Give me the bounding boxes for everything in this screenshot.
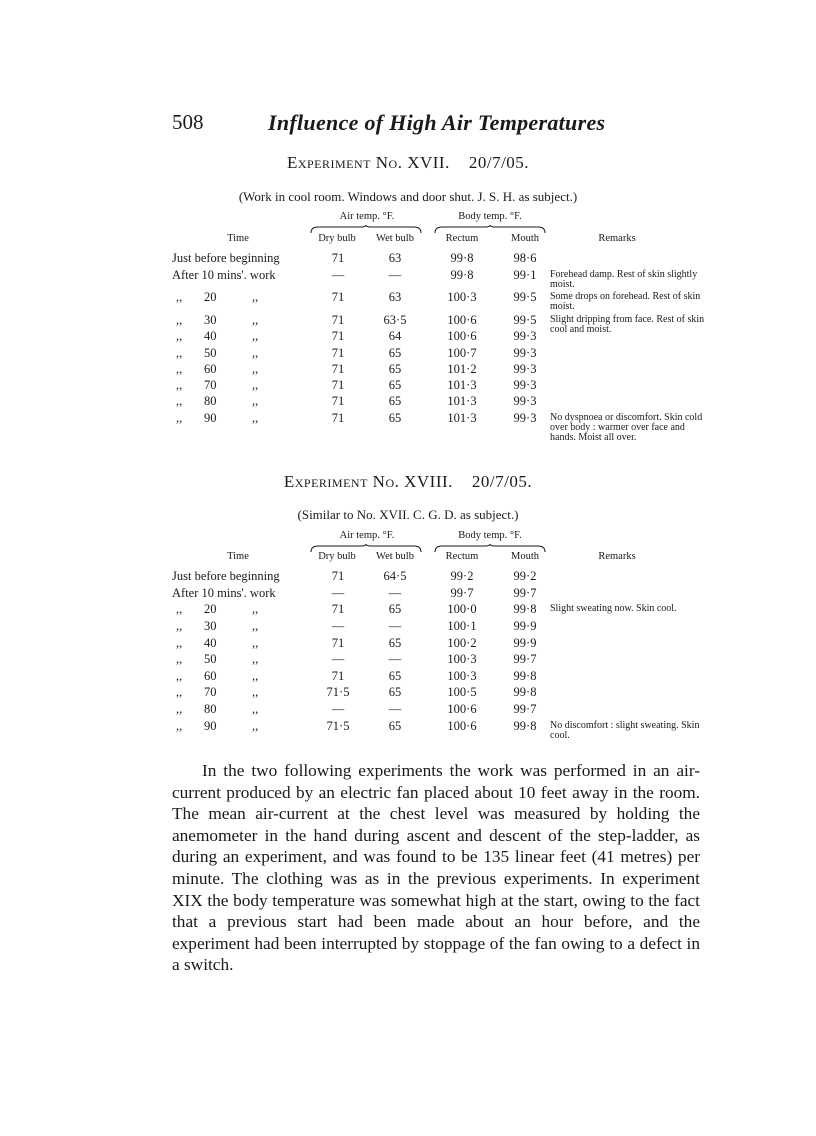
body-temp-brace xyxy=(434,222,546,232)
dry-bulb-cell: 71 xyxy=(331,362,345,376)
mouth-cell: 99·8 xyxy=(513,685,537,699)
column-mouth: Mouth xyxy=(510,233,539,244)
dry-bulb-cell: — xyxy=(331,702,345,716)
rectum-cell: 101·3 xyxy=(447,411,477,425)
dry-bulb-cell: 71 xyxy=(331,290,345,304)
wet-bulb-cell: 65 xyxy=(388,636,402,650)
wet-bulb-cell: — xyxy=(388,702,402,716)
rectum-cell: 101·3 xyxy=(447,378,477,392)
dry-bulb-cell: — xyxy=(331,619,345,633)
ditto-mark: ,, xyxy=(252,346,259,360)
air-temp-brace xyxy=(310,222,422,232)
ditto-mark: ,, xyxy=(176,411,183,425)
rectum-cell: 99·7 xyxy=(450,586,474,600)
column-dry-bulb: Dry bulb xyxy=(318,233,356,244)
dry-bulb-cell: 71·5 xyxy=(326,685,350,699)
dry-bulb-cell: 71·5 xyxy=(326,719,350,733)
wet-bulb-cell: 64·5 xyxy=(383,569,407,583)
mouth-cell: 99·7 xyxy=(513,702,537,716)
ditto-mark: ,, xyxy=(252,394,259,408)
body-temp-header: Body temp. °F. xyxy=(458,211,522,222)
rectum-cell: 101·3 xyxy=(447,394,477,408)
experiment-label: Experiment xyxy=(283,472,368,491)
ditto-mark: ,, xyxy=(176,669,183,683)
ditto-mark: ,, xyxy=(252,313,259,327)
mouth-cell: 99·9 xyxy=(513,619,537,633)
mouth-cell: 99·3 xyxy=(513,346,537,360)
ditto-mark: ,, xyxy=(252,290,259,304)
rectum-cell: 100·2 xyxy=(447,636,477,650)
dry-bulb-cell: 71 xyxy=(331,313,345,327)
remark-cell: No discomfort : slight sweating. Skin cool. xyxy=(550,720,700,741)
rectum-cell: 99·2 xyxy=(450,569,474,583)
remark-cell: Slight dripping from face. Rest of skin cool and moist. xyxy=(550,314,705,335)
dry-bulb-cell: — xyxy=(331,652,345,666)
time-cell: Just before beginning xyxy=(172,251,280,265)
ditto-mark: ,, xyxy=(252,719,259,733)
ditto-mark: ,, xyxy=(176,685,183,699)
mouth-cell: 98·6 xyxy=(513,251,537,265)
time-cell: 50 xyxy=(204,346,217,360)
time-cell: 50 xyxy=(204,652,217,666)
experiment-label: Experiment xyxy=(286,153,371,172)
experiment-no-label: No. xyxy=(375,153,403,172)
ditto-mark: ,, xyxy=(252,362,259,376)
running-title: Influence of High Air Temperatures xyxy=(268,110,606,135)
experiment-no-label: No. xyxy=(372,472,400,491)
time-cell: 70 xyxy=(204,685,217,699)
time-cell: 20 xyxy=(204,290,217,304)
rectum-cell: 100·5 xyxy=(447,685,477,699)
mouth-cell: 99·8 xyxy=(513,719,537,733)
dry-bulb-cell: 71 xyxy=(331,602,345,616)
wet-bulb-cell: — xyxy=(388,619,402,633)
mouth-cell: 99·3 xyxy=(513,362,537,376)
time-cell: 70 xyxy=(204,378,217,392)
dry-bulb-cell: 71 xyxy=(331,251,345,265)
wet-bulb-cell: 65 xyxy=(388,669,402,683)
wet-bulb-cell: 65 xyxy=(388,394,402,408)
rectum-cell: 99·8 xyxy=(450,268,474,282)
ditto-mark: ,, xyxy=(252,619,259,633)
ditto-mark: ,, xyxy=(252,636,259,650)
mouth-cell: 99·3 xyxy=(513,394,537,408)
column-mouth: Mouth xyxy=(510,551,539,562)
dry-bulb-cell: 71 xyxy=(331,411,345,425)
experiment-subtitle: (Similar to No. XVII. C. G. D. as subject.) xyxy=(297,507,519,522)
ditto-mark: ,, xyxy=(176,313,183,327)
rectum-cell: 100·6 xyxy=(447,329,477,343)
ditto-mark: ,, xyxy=(176,636,183,650)
ditto-mark: ,, xyxy=(252,411,259,425)
dry-bulb-cell: 71 xyxy=(331,394,345,408)
time-cell: 80 xyxy=(204,702,217,716)
page-number: 508 xyxy=(172,110,204,134)
wet-bulb-cell: 65 xyxy=(388,346,402,360)
ditto-mark: ,, xyxy=(252,329,259,343)
time-cell: 90 xyxy=(204,411,217,425)
ditto-mark: ,, xyxy=(252,378,259,392)
mouth-cell: 99·8 xyxy=(513,669,537,683)
ditto-mark: ,, xyxy=(176,702,183,716)
ditto-mark: ,, xyxy=(176,329,183,343)
dry-bulb-cell: — xyxy=(331,586,345,600)
column-wet-bulb: Wet bulb xyxy=(376,233,414,244)
mouth-cell: 99·2 xyxy=(513,569,537,583)
time-cell: 60 xyxy=(204,362,217,376)
column-remarks: Remarks xyxy=(598,233,636,244)
body-temp-header: Body temp. °F. xyxy=(458,530,522,541)
paragraph: In the two following experiments the work was performed in an air-current produced by an electric fan placed about 10 feet away in the room. The mean air-current at the chest level was measured by holding the anemometer in the hand during ascent and descent of the step-ladder, as during an experiment, and was found to be 135 linear feet (41 metres) per minute. The clothing was as in the previous experiments. In experiment XIX the body temperature was somewhat high at the start, owing to the fact that a previous start had been made about an hour before, and the experiment had been interrupted by stoppage of the fan owing to a defect in a switch. xyxy=(172,761,700,975)
rectum-cell: 100·7 xyxy=(447,346,477,360)
column-remarks: Remarks xyxy=(598,551,636,562)
dry-bulb-cell: 71 xyxy=(331,378,345,392)
ditto-mark: ,, xyxy=(252,652,259,666)
ditto-mark: ,, xyxy=(176,362,183,376)
dry-bulb-cell: 71 xyxy=(331,669,345,683)
remark-cell: Forehead damp. Rest of skin slightly moist. xyxy=(550,269,698,290)
ditto-mark: ,, xyxy=(176,602,183,616)
column-rectum: Rectum xyxy=(445,551,479,562)
air-temp-header: Air temp. °F. xyxy=(339,211,395,222)
rectum-cell: 99·8 xyxy=(450,251,474,265)
rectum-cell: 100·6 xyxy=(447,313,477,327)
wet-bulb-cell: — xyxy=(388,268,402,282)
time-cell: 40 xyxy=(204,329,217,343)
rectum-cell: 100·3 xyxy=(447,290,477,304)
ditto-mark: ,, xyxy=(176,378,183,392)
remark-cell: Some drops on forehead. Rest of skin moist. xyxy=(550,291,701,312)
column-rectum: Rectum xyxy=(445,233,479,244)
dry-bulb-cell: — xyxy=(331,268,345,282)
ditto-mark: ,, xyxy=(176,394,183,408)
ditto-mark: ,, xyxy=(176,619,183,633)
mouth-cell: 99·3 xyxy=(513,411,537,425)
wet-bulb-cell: 65 xyxy=(388,411,402,425)
air-temp-header: Air temp. °F. xyxy=(339,530,395,541)
time-cell: 60 xyxy=(204,669,217,683)
ditto-mark: ,, xyxy=(176,290,183,304)
column-time: Time xyxy=(227,233,249,244)
mouth-cell: 99·8 xyxy=(513,602,537,616)
time-cell: 40 xyxy=(204,636,217,650)
remark-cell: No dyspnoea or discomfort. Skin cold over body : warmer over face and hands. Moist all over. xyxy=(550,412,703,443)
experiment-date: 20/7/05. xyxy=(471,472,533,491)
ditto-mark: ,, xyxy=(176,719,183,733)
ditto-mark: ,, xyxy=(176,652,183,666)
wet-bulb-cell: 65 xyxy=(388,719,402,733)
air-temp-brace xyxy=(310,541,422,551)
experiment-title xyxy=(0,472,816,492)
rectum-cell: 100·1 xyxy=(447,619,477,633)
column-wet-bulb: Wet bulb xyxy=(376,551,414,562)
wet-bulb-cell: — xyxy=(388,652,402,666)
column-time: Time xyxy=(227,551,249,562)
column-dry-bulb: Dry bulb xyxy=(318,551,356,562)
time-cell: 30 xyxy=(204,313,217,327)
mouth-cell: 99·7 xyxy=(513,652,537,666)
time-cell: After 10 mins'. work xyxy=(172,586,276,600)
mouth-cell: 99·3 xyxy=(513,329,537,343)
wet-bulb-cell: 64 xyxy=(388,329,402,343)
rectum-cell: 100·3 xyxy=(447,669,477,683)
experiment-subtitle: (Work in cool room. Windows and door shut. J. S. H. as subject.) xyxy=(238,189,578,204)
dry-bulb-cell: 71 xyxy=(331,329,345,343)
wet-bulb-cell: 63 xyxy=(388,251,402,265)
dry-bulb-cell: 71 xyxy=(331,569,345,583)
wet-bulb-cell: 65 xyxy=(388,602,402,616)
dry-bulb-cell: 71 xyxy=(331,636,345,650)
mouth-cell: 99·5 xyxy=(513,290,537,304)
experiment-number: XVIII. xyxy=(404,472,453,491)
rectum-cell: 100·6 xyxy=(447,702,477,716)
experiment-number: XVII. xyxy=(407,153,450,172)
time-cell: After 10 mins'. work xyxy=(172,268,276,282)
body-temp-brace xyxy=(434,541,546,551)
wet-bulb-cell: 65 xyxy=(388,362,402,376)
mouth-cell: 99·9 xyxy=(513,636,537,650)
experiment-title xyxy=(0,153,816,173)
ditto-mark: ,, xyxy=(252,669,259,683)
body-paragraph xyxy=(172,760,700,976)
experiment-date: 20/7/05. xyxy=(468,153,530,172)
wet-bulb-cell: 63 xyxy=(388,290,402,304)
mouth-cell: 99·5 xyxy=(513,313,537,327)
time-cell: 20 xyxy=(204,602,217,616)
mouth-cell: 99·3 xyxy=(513,378,537,392)
ditto-mark: ,, xyxy=(252,685,259,699)
rectum-cell: 100·6 xyxy=(447,719,477,733)
rectum-cell: 100·0 xyxy=(447,602,477,616)
wet-bulb-cell: 65 xyxy=(388,378,402,392)
wet-bulb-cell: 65 xyxy=(388,685,402,699)
time-cell: 30 xyxy=(204,619,217,633)
dry-bulb-cell: 71 xyxy=(331,346,345,360)
time-cell: 90 xyxy=(204,719,217,733)
mouth-cell: 99·1 xyxy=(513,268,537,282)
wet-bulb-cell: 63·5 xyxy=(383,313,407,327)
mouth-cell: 99·7 xyxy=(513,586,537,600)
page-header xyxy=(172,110,642,140)
rectum-cell: 101·2 xyxy=(447,362,477,376)
time-cell: 80 xyxy=(204,394,217,408)
remark-cell: Slight sweating now. Skin cool. xyxy=(550,603,677,614)
ditto-mark: ,, xyxy=(252,702,259,716)
time-cell: Just before beginning xyxy=(172,569,280,583)
wet-bulb-cell: — xyxy=(388,586,402,600)
rectum-cell: 100·3 xyxy=(447,652,477,666)
ditto-mark: ,, xyxy=(252,602,259,616)
ditto-mark: ,, xyxy=(176,346,183,360)
